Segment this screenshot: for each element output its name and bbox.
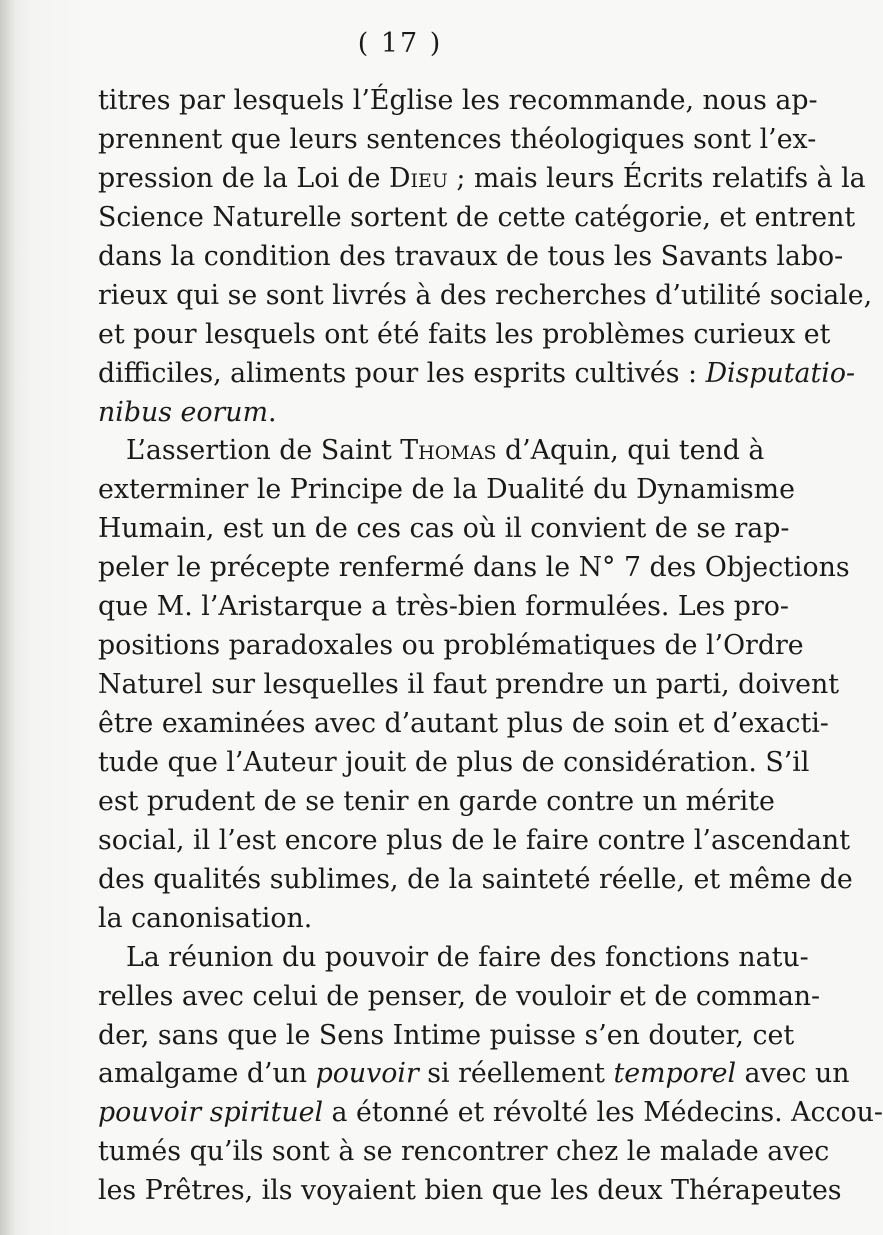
- text-line: [98, 471, 795, 510]
- text-line: [98, 744, 810, 783]
- text-line: [98, 705, 829, 744]
- text-line: [98, 978, 821, 1017]
- text-run: amalgame d’un: [98, 1058, 316, 1090]
- text-line: [98, 822, 850, 861]
- text-line: [98, 277, 873, 316]
- text-run: exterminer le Principe de la Dualité du Dynamisme: [98, 474, 795, 506]
- text-run: ; mais leurs Écrits relatifs à la: [447, 162, 866, 194]
- text-line: [98, 783, 775, 822]
- text-run: que M. l’Aristarque a très-bien formulées. Les pro-: [98, 591, 789, 623]
- text-line: [98, 939, 809, 978]
- italic-text: nibus eorum: [98, 396, 268, 428]
- text-line: [98, 1017, 795, 1056]
- text-line: [98, 82, 818, 121]
- text-line: [98, 394, 763, 433]
- text-run: tumés qu’ils sont à se rencontrer chez le malade avec: [98, 1136, 830, 1168]
- text-line: [98, 1172, 842, 1211]
- text-run: dans la condition des travaux de tous les Savants labo-: [98, 240, 844, 272]
- small-caps-text: Thomas: [400, 435, 497, 467]
- text-run: social, il l’est encore plus de le faire contre l’ascendant: [98, 824, 850, 856]
- text-run: relles avec celui de penser, de vouloir et de comman-: [98, 980, 821, 1012]
- text-run: si réellement: [418, 1058, 614, 1090]
- text-run: Naturel sur lesquelles il faut prendre un parti, doivent: [98, 669, 840, 701]
- text-run: .: [267, 396, 277, 428]
- text-line: [98, 316, 831, 355]
- page-number: ( 17 ): [357, 28, 443, 59]
- text-run: des qualités sublimes, de la sainteté réelle, et même de: [98, 863, 853, 895]
- italic-text: pouvoir: [315, 1058, 419, 1090]
- text-run: être examinées avec d’autant plus de soin et d’exacti-: [98, 708, 829, 739]
- text-run: L’assertion de Saint: [126, 435, 401, 467]
- text-line: [98, 900, 763, 939]
- text-line: [98, 1133, 830, 1172]
- text-line: [98, 666, 840, 705]
- text-run: der, sans que le Sens Intime puisse s’en douter, cet: [98, 1019, 795, 1051]
- text-run: la canonisation.: [98, 902, 313, 934]
- italic-text: Disputatio-: [705, 357, 856, 389]
- text-line: [98, 588, 789, 627]
- text-line: [98, 121, 817, 160]
- text-run: La réunion du pouvoir de faire des fonctions natu-: [126, 941, 809, 973]
- text-line: [98, 238, 844, 277]
- page-shadow-edge: [0, 0, 16, 1235]
- text-run: rieux qui se sont livrés à des recherches d’utilité sociale,: [98, 279, 873, 311]
- text-run: titres par lesquels l’Église les recommande, nous ap-: [98, 85, 818, 116]
- text-run: pression de la Loi de: [98, 162, 389, 194]
- text-run: Science Naturelle sortent de cette catégorie, et entrent: [98, 201, 856, 233]
- text-run: et pour lesquels ont été faits les problèmes curieux et: [98, 318, 831, 350]
- text-line: [98, 510, 790, 549]
- text-run: positions paradoxales ou problématiques de l’Ordre: [98, 630, 804, 662]
- italic-text: temporel: [613, 1058, 737, 1090]
- text-line: [98, 549, 850, 588]
- text-run: les Prêtres, ils voyaient bien que les deux Thérapeutes: [98, 1175, 842, 1207]
- text-run: est prudent de se tenir en garde contre un mérite: [98, 785, 775, 817]
- text-run: avec un: [736, 1058, 850, 1090]
- text-run: difficiles, aliments pour les esprits cultivés :: [98, 357, 706, 389]
- text-line: [98, 199, 856, 238]
- body-text: [98, 82, 883, 1211]
- text-line: [98, 861, 853, 900]
- text-line: [98, 355, 856, 394]
- text-run: prennent que leurs sentences théologiques sont l’ex-: [98, 123, 817, 155]
- text-line: [98, 160, 866, 199]
- text-line: [98, 432, 763, 471]
- text-line: [98, 1055, 850, 1094]
- text-run: peler le précepte renfermé dans le N° 7 des Objections: [98, 552, 850, 584]
- text-line: [98, 627, 804, 666]
- text-run: tude que l’Auteur jouit de plus de considération. S’il: [98, 746, 810, 778]
- text-run: Humain, est un de ces cas où il convient de se rap-: [98, 513, 790, 545]
- text-run: d’Aquin, qui tend à: [496, 435, 765, 467]
- small-caps-text: Dieu: [388, 162, 448, 194]
- italic-text: pouvoir spirituel: [98, 1097, 324, 1129]
- text-run: a étonné et révolté les Médecins. Accou-: [323, 1097, 883, 1129]
- text-line: [98, 1094, 883, 1133]
